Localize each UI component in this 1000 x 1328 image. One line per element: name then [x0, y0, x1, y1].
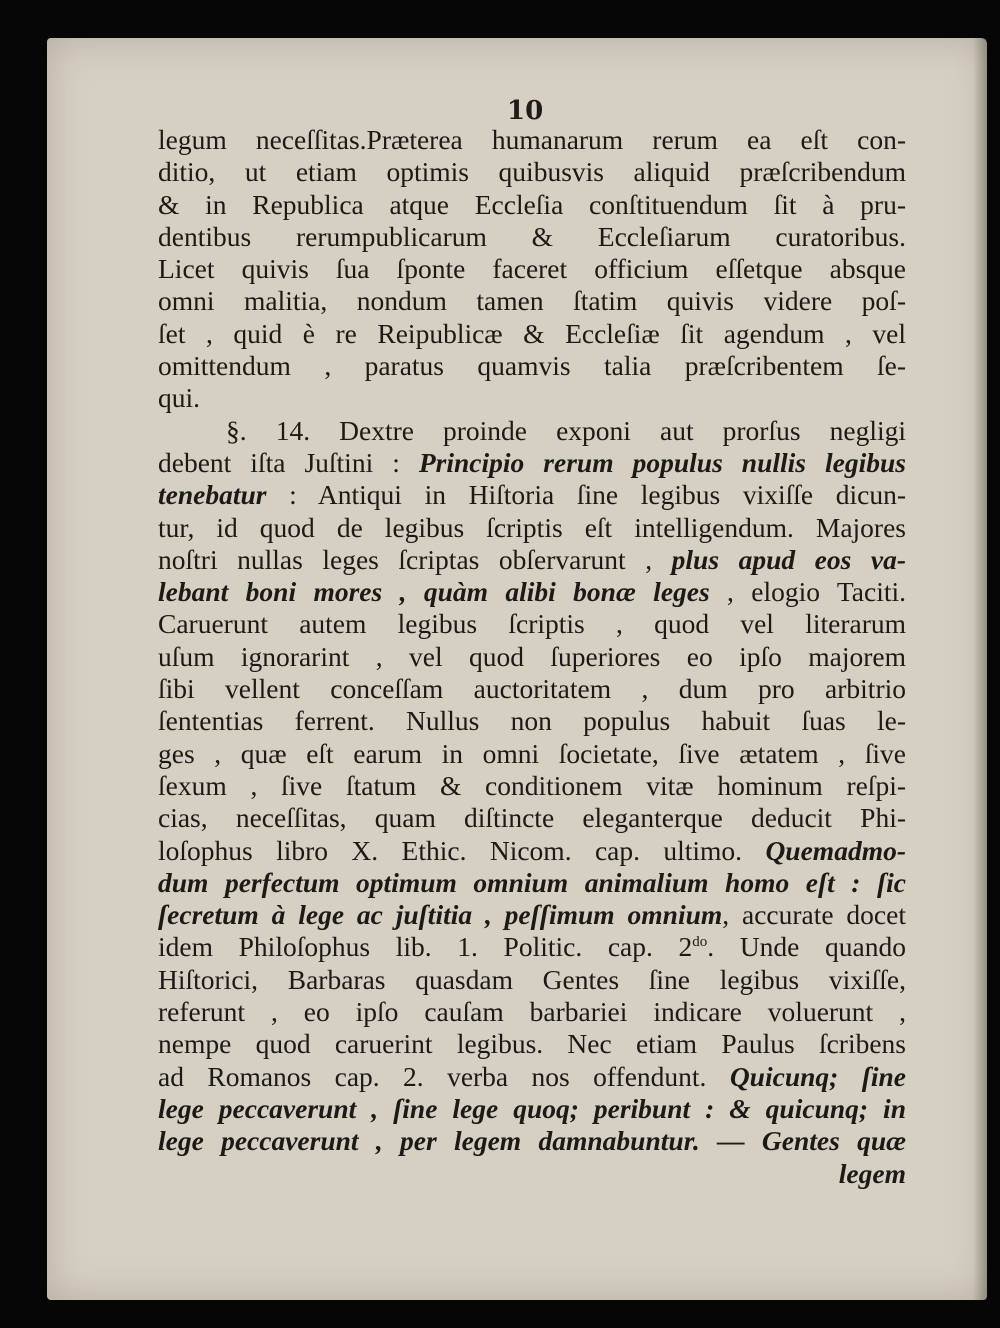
text-line: [158, 479, 906, 511]
text-segment: loſophus libro X. Ethic. Nicom. cap. ultimo.: [158, 834, 766, 866]
text-line: [158, 931, 906, 963]
text-segment: dentibus rerumpublicarum & Eccleſiarum curatoribus.: [158, 220, 906, 252]
text-line: [158, 253, 906, 285]
text-line: [158, 996, 906, 1028]
text-line: [158, 1125, 906, 1157]
text-segment: ſexum , ſive ſtatum & conditionem vitæ hominum reſpi-: [158, 769, 906, 801]
text-segment: Caruerunt autem legibus ſcriptis , quod vel literarum: [158, 608, 906, 640]
text-segment: tur, id quod de legibus ſcriptis eſt intelligendum. Majores: [158, 511, 906, 543]
text-line: [158, 1061, 906, 1093]
text-segment: cias, neceſſitas, quam diſtincte eleganterque deducit Phi-: [158, 802, 906, 834]
text-line: [158, 705, 906, 737]
text-line: [158, 576, 906, 608]
text-segment: Hiſtorici, Barbaras quasdam Gentes ſine legibus vixiſſe,: [158, 963, 906, 995]
text-line: [158, 189, 906, 221]
text-segment: idem Philoſophus lib. 1. Politic. cap. 2: [158, 931, 693, 963]
text-line: [158, 770, 906, 802]
text-line: [158, 608, 906, 640]
page-edge-shadow: [973, 38, 987, 1300]
text-line: [158, 867, 906, 899]
text-line: [158, 835, 906, 867]
text-segment: , elogio Taciti.: [709, 576, 906, 608]
italic-text-segment: legem: [838, 1157, 906, 1189]
text-line: [158, 382, 906, 414]
text-line: [158, 641, 906, 673]
body-text: [158, 124, 906, 1190]
superscript-segment: do: [692, 934, 708, 951]
italic-text-segment: tenebatur: [158, 479, 267, 511]
italic-text-segment: plus apud eos va-: [671, 543, 906, 575]
text-segment: debent iſta Juſtini :: [158, 446, 419, 478]
text-line: [158, 899, 906, 931]
text-segment: : Antiqui in Hiſtoria ſine legibus vixiſſe dicun-: [266, 479, 906, 511]
italic-text-segment: Principio rerum populus nullis legibus: [418, 446, 906, 478]
page-number: 10: [507, 96, 544, 126]
text-line: [158, 512, 906, 544]
text-line: [158, 964, 906, 996]
text-segment: uſum ignorarint , vel quod ſuperiores eo ipſo majorem: [158, 640, 906, 672]
italic-text-segment: lege peccaverunt , ſine lege quoq; peribunt : & quicunq; in: [158, 1092, 906, 1124]
text-segment: ſententias ferrent. Nullus non populus habuit ſuas le-: [158, 705, 906, 737]
text-segment: , accurate docet: [722, 899, 906, 931]
text-line: [158, 124, 906, 156]
text-line: [158, 221, 906, 253]
text-segment: ges , quæ eſt earum in omni ſocietate, ſive ætatem , ſive: [158, 737, 906, 769]
italic-text-segment: Quemadmo-: [765, 834, 906, 866]
text-segment: nempe quod caruerint legibus. Nec etiam Paulus ſcribens: [158, 1028, 906, 1060]
text-line: [158, 156, 906, 188]
text-line: [158, 350, 906, 382]
text-line: [158, 673, 906, 705]
text-segment: & in Republica atque Eccleſia conſtituendum ſit à pru-: [158, 188, 906, 220]
text-line: [158, 285, 906, 317]
text-line: [158, 415, 906, 447]
text-line: [158, 447, 906, 479]
text-segment: ſet , quid è re Reipublicæ & Eccleſiæ ſit agendum , vel: [158, 317, 906, 349]
text-segment: ditio, ut etiam optimis quibusvis aliquid præſcribendum: [158, 156, 906, 188]
text-segment: omni malitia, nondum tamen ſtatim quivis videre poſ-: [158, 285, 906, 317]
italic-text-segment: lebant boni mores , quàm alibi bonæ leges: [158, 576, 710, 608]
text-line: [158, 802, 906, 834]
text-segment: ad Romanos cap. 2. verba nos offendunt.: [158, 1060, 730, 1092]
text-line: [158, 318, 906, 350]
italic-text-segment: dum perfectum optimum omnium animalium homo eſt : ſic: [158, 866, 906, 898]
italic-text-segment: ſecretum à lege ac juſtitia , peſſimum omnium: [158, 899, 723, 931]
text-segment: Licet quivis ſua ſponte faceret officium eſſetque absque: [158, 253, 906, 285]
text-line: [158, 1158, 906, 1190]
text-segment: ſibi vellent conceſſam auctoritatem , dum pro arbitrio: [158, 673, 906, 705]
text-segment: omittendum , paratus quamvis talia præſcribentem ſe-: [158, 350, 906, 382]
text-segment: referunt , eo ipſo cauſam barbariei indicare voluerunt ,: [158, 996, 906, 1028]
text-segment: qui.: [158, 382, 201, 414]
italic-text-segment: Quicunq; ſine: [729, 1060, 906, 1092]
text-segment: legum neceſſitas.Præterea humanarum rerum ea eſt con-: [158, 124, 906, 155]
text-line: [158, 544, 906, 576]
text-segment: . Unde quando: [707, 931, 906, 963]
text-line: [158, 738, 906, 770]
italic-text-segment: lege peccaverunt , per legem damnabuntur. — Gentes quæ: [158, 1125, 906, 1157]
text-segment: §. 14. Dextre proinde exponi aut prorſus negligi: [226, 414, 906, 446]
text-segment: noſtri nullas leges ſcriptas obſervarunt ,: [158, 543, 672, 575]
text-line: [158, 1028, 906, 1060]
text-line: [158, 1093, 906, 1125]
